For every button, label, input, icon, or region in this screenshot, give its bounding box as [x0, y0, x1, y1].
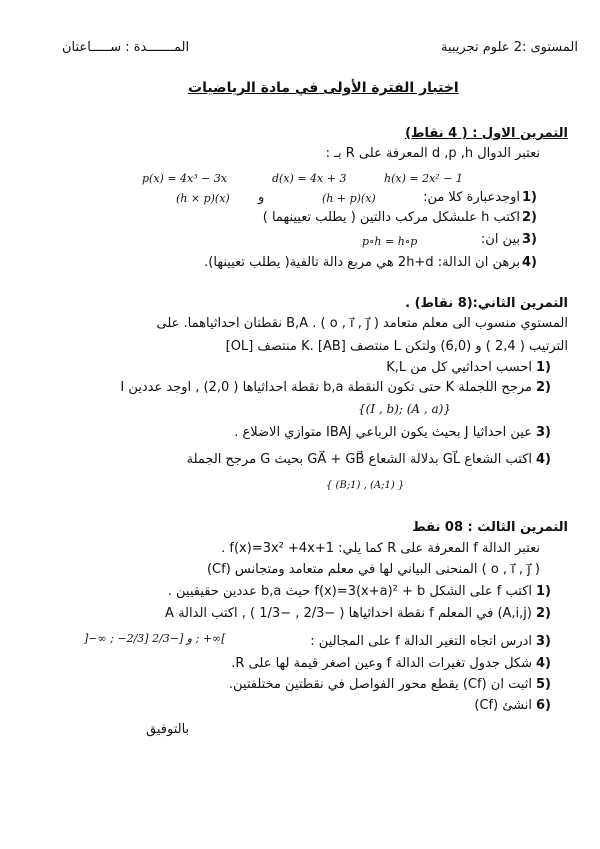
ex3-q2: A نقطة احداثياها ( −2/3 , −1/3 ) , اكتب الدالة f في المعلم (A,i,j): [165, 606, 532, 621]
level-label: المستوى :2 علوم تجريبية: [440, 40, 578, 55]
ex1-num4: 4): [522, 255, 537, 270]
ex1-q1-a: (h + p)(x): [322, 192, 376, 205]
ex2-num2: 2): [536, 380, 551, 395]
ex3-q6: انشئ (Cf): [474, 698, 532, 713]
ex1-func-p: p(x) = 4x³ − 3x: [142, 172, 228, 185]
ex1-q3: بين ان:: [480, 232, 520, 247]
ex1-func-h: h(x) = 2x² − 1: [384, 172, 463, 185]
ex3-num3: 3): [536, 634, 551, 649]
ex1-num2: 2): [522, 210, 537, 225]
ex2-q2: I نقطة احداثياها ( 2,0) , اوجد عددين b,a حتى تكون النقطة K مرجح اللجملة: [120, 380, 532, 395]
ex2-num3: 3): [536, 425, 551, 440]
ex1-heading: التمرين الاول : ( 4 نقاط): [405, 126, 568, 141]
ex1-num3: 3): [522, 232, 537, 247]
ex3-q3: ادرس اتجاه التغير الدالة f على المجالين :: [310, 634, 532, 649]
closing-text: بالتوفيق: [146, 722, 190, 737]
ex3-q4: شكل جدول تغيرات الدالة f وعين اصغر قيمة لها على R.: [231, 656, 532, 671]
ex3-q3-intervals: ]−∞ ; −2/3] و [−2/3 ; +∞[: [84, 632, 226, 645]
ex2-line2: الترتيب ( 2,4 ) و (6,0) ولتكن L منتصف [AB] .K منتصف [OL]: [225, 339, 568, 354]
ex1-num1: 1): [522, 190, 537, 205]
ex2-q3: عين احداثيا J بحيث يكون الرباعي IBAJ متوازي الاضلاع .: [234, 425, 532, 440]
ex2-line1: المستوي منسوب الى معلم متعامد ( o , i⃗ , j⃗ ) . B,A نقطتان احداثياهما. على: [156, 316, 568, 331]
ex1-q2: اكتب h علىشكل مركب دالتين ( يطلب تعيينهما ): [262, 210, 520, 225]
ex2-heading: التمرين الثاني:(8 نقاط) .: [405, 296, 568, 311]
ex1-intro: نعتبر الدوال d ,p ,h المعرفة على R بـ :: [325, 146, 540, 161]
ex2-num1: 1): [536, 360, 551, 375]
ex1-q1: اوجدعبارة كلا من:: [423, 190, 520, 205]
ex2-num4: 4): [536, 452, 551, 467]
ex1-q4: برهن ان الدالة: 2h+d هي مربع دالة تالفية( يطلب تعيينها).: [204, 255, 520, 270]
page-title: اختبار الفترة الأولى في مادة الرياضيات: [188, 80, 459, 96]
ex1-q3-eq: p∘h = h∘p: [362, 235, 418, 248]
ex2-q4: اكتب الشعاع GL⃗ بدلالة الشعاع GA⃗ + GB⃗ بحيث G مرجح الجملة: [186, 452, 532, 467]
ex3-q5: اثبت ان (Cf) يقطع محور الفواصل في نقطتين مختلفتين.: [228, 677, 532, 692]
ex3-num5: 5): [536, 677, 551, 692]
ex2-q2-system: {(I , b); (A , a)}: [358, 402, 451, 416]
ex3-num2: 2): [536, 606, 551, 621]
ex3-num4: 4): [536, 656, 551, 671]
ex1-q1-b: (h × p)(x): [176, 192, 230, 205]
ex3-curve: (Cf) المنحنى البياني لها في معلم متعامد ومتجانس ( o , i⃗ , j⃗ ): [206, 562, 540, 577]
ex2-q4-system: { (B;1) , (A;1) }: [326, 480, 405, 491]
ex3-heading: التمرين الثالث : 08 نقط: [412, 520, 568, 535]
ex3-intro: نعتبر الدالة f المعرفة على R كما يلي: f(x)=3x² +4x+1 .: [221, 541, 540, 556]
ex3-num6: 6): [536, 698, 551, 713]
ex3-q1: اكتب f على الشكل f(x)=3(x+a)² + b حيث b,a عددين حقيقيين .: [167, 584, 532, 599]
duration-label: المـــــــدة : ســـــاعتان: [62, 40, 190, 55]
ex2-q1: احسب احداثيي كل من K,L: [386, 360, 532, 375]
ex3-num1: 1): [536, 584, 551, 599]
ex1-func-d: d(x) = 4x + 3: [272, 172, 347, 185]
ex1-q1-and: و: [258, 190, 265, 205]
